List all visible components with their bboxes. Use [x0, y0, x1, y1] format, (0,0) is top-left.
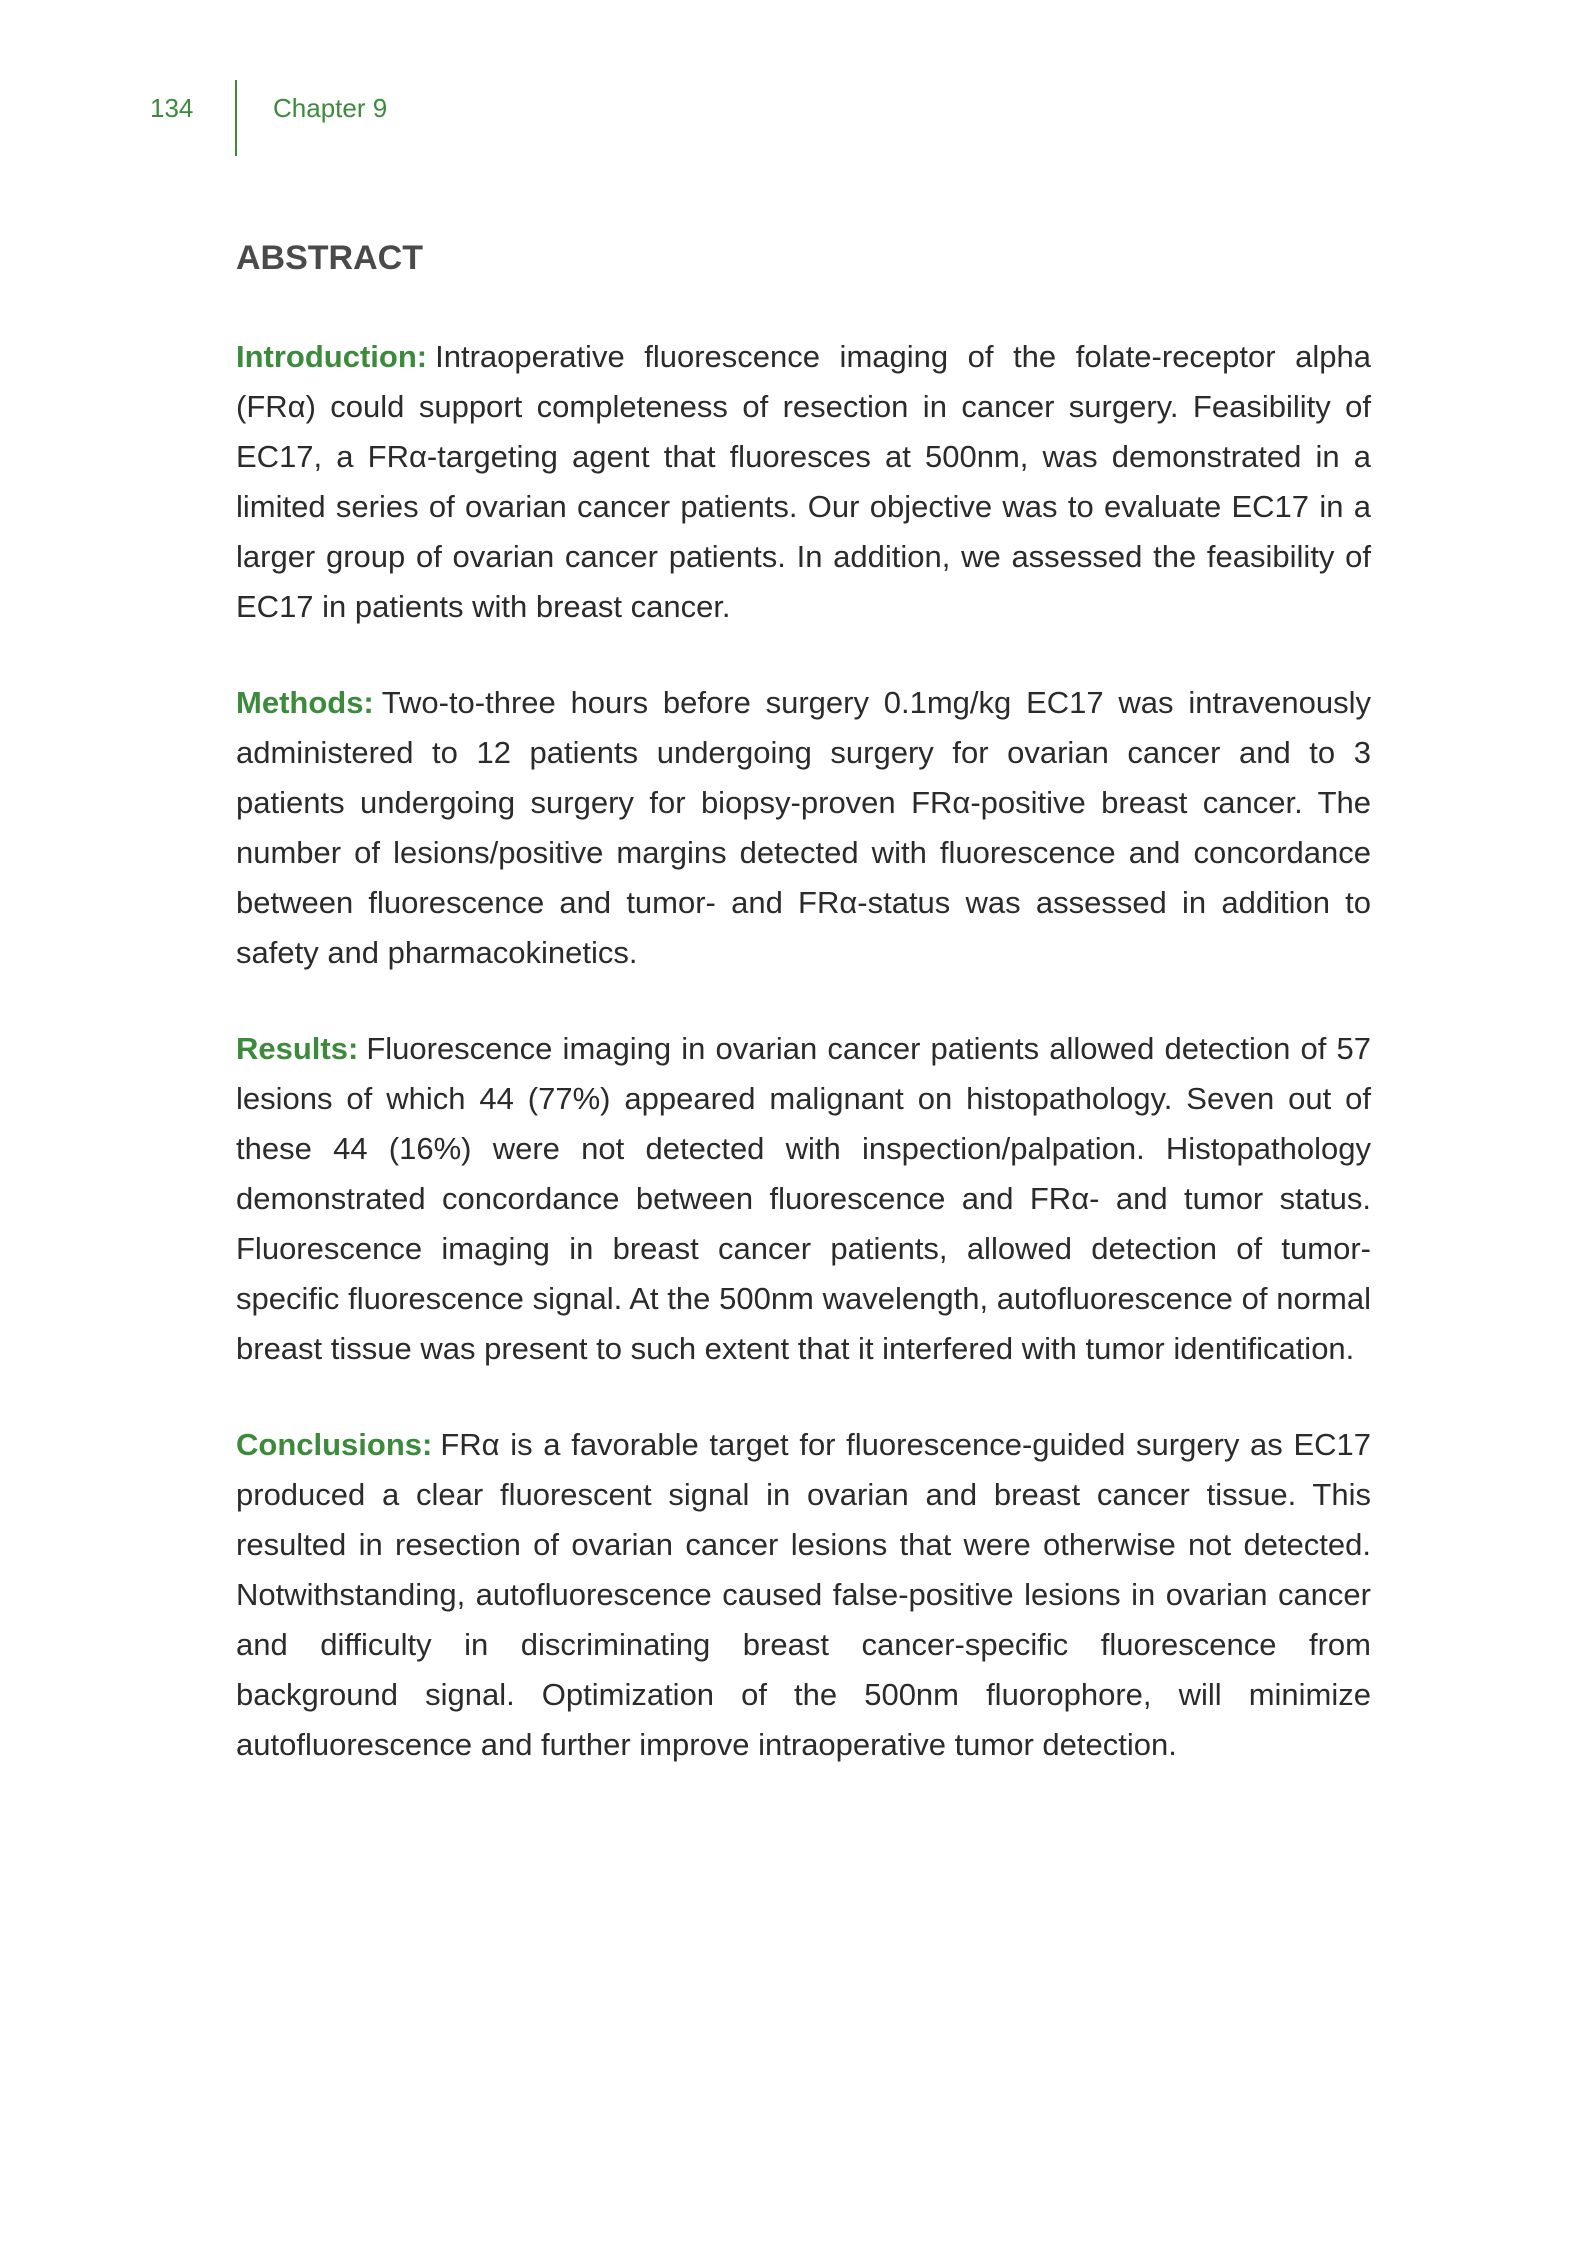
conclusions-label: Conclusions:	[236, 1427, 433, 1462]
header-divider	[235, 80, 237, 156]
introduction-section	[236, 332, 1371, 632]
abstract-heading: ABSTRACT	[236, 239, 423, 277]
results-text: Fluorescence imaging in ovarian cancer patients allowed detection of 57 lesions of which 44 (77%) appeared malignant on histopathology. Seven out of these 44 (16%) were not detected with inspection/palpation. Histopathology demonstrated concordance between fluorescence and FRα- and tumor status. Fluorescence imaging in breast cancer patients, allowed detection of tumor-specific fluorescence signal. At the 500nm wavelength, autofluorescence of normal breast tissue was present to such extent that it interfered with tumor identification.	[236, 1031, 1371, 1366]
page-number: 134	[150, 93, 194, 123]
methods-section	[236, 678, 1371, 978]
introduction-text: Intraoperative fluorescence imaging of the folate-receptor alpha (FRα) could support completeness of resection in cancer surgery. Feasibility of EC17, a FRα-targeting agent that fluoresces at 500nm, was demonstrated in a limited series of ovarian cancer patients. Our objective was to evaluate EC17 in a larger group of ovarian cancer patients. In addition, we assessed the feasibility of EC17 in patients with breast cancer.	[236, 339, 1371, 624]
conclusions-section	[236, 1420, 1371, 1770]
results-section	[236, 1024, 1371, 1374]
results-label: Results:	[236, 1031, 359, 1066]
methods-text: Two-to-three hours before surgery 0.1mg/kg EC17 was intravenously administered to 12 patients undergoing surgery for ovarian cancer and to 3 patients undergoing surgery for biopsy-proven FRα-positive breast cancer. The number of lesions/positive margins detected with fluorescence and concordance between fluorescence and tumor- and FRα-status was assessed in addition to safety and pharmacokinetics.	[236, 685, 1371, 970]
chapter-label: Chapter 9	[273, 93, 388, 123]
conclusions-text: FRα is a favorable target for fluorescence-guided surgery as EC17 produced a clear fluorescent signal in ovarian and breast cancer tissue. This resulted in resection of ovarian cancer lesions that were otherwise not detected. Notwithstanding, autofluorescence caused false-positive lesions in ovarian cancer and difficulty in discriminating breast cancer-specific fluorescence from background signal. Optimization of the 500nm fluorophore, will minimize autofluorescence and further improve intraoperative tumor detection.	[236, 1427, 1371, 1762]
introduction-label: Introduction:	[236, 339, 428, 374]
abstract-body	[236, 230, 1371, 1770]
methods-label: Methods:	[236, 685, 374, 720]
